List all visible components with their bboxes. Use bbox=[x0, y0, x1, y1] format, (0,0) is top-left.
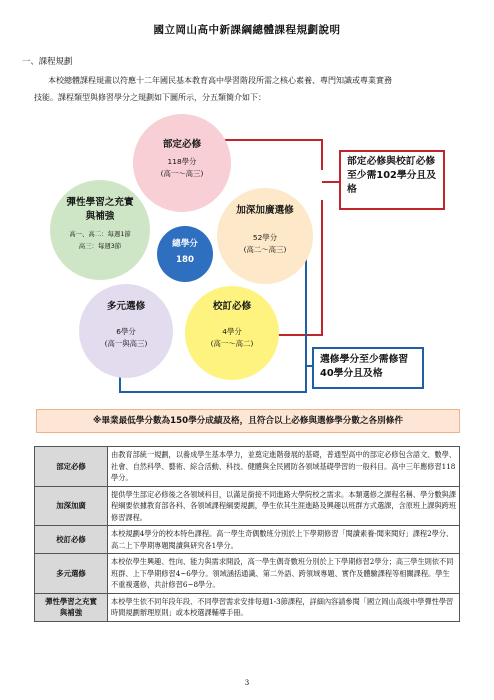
circle-required-credits: 118學分 bbox=[167, 157, 197, 166]
circle-flexible bbox=[50, 180, 150, 280]
circle-diverse-credits: 6學分 bbox=[116, 327, 136, 336]
table-row bbox=[35, 554, 460, 594]
circle-advanced-credits: 52學分 bbox=[252, 233, 278, 242]
circle-required-grades: (高一～高三) bbox=[160, 169, 204, 178]
table-row bbox=[35, 486, 460, 526]
page-number: 3 bbox=[244, 679, 250, 687]
row-head: 加深加廣 bbox=[35, 486, 108, 526]
table-row bbox=[35, 593, 460, 621]
circle-flexible-line1: 高一、高二：每週1節 bbox=[69, 230, 131, 238]
row-head: 部定必修 bbox=[35, 447, 108, 487]
intro-line: 技能。課程類型與修習學分之規劃如下圖所示，分五類簡介如下： bbox=[34, 93, 266, 102]
row-text: 本校依學生興趣、性向、能力與需求開設，高一學生偶奇數班分別於上下學期修習2學分；高三學生則依不同班群、上下學期修習4~6學分。領域涵括通識、第二外語、跨領域專題、實作及體驗課程等相關課程。學生不重複選修，共計修習6~8學分。 bbox=[108, 554, 460, 594]
circle-flexible-line2: 高三：每週3節 bbox=[78, 242, 122, 250]
course-table bbox=[34, 446, 460, 622]
total-label: 總學分 bbox=[172, 239, 198, 249]
circle-advanced bbox=[217, 188, 313, 284]
circle-school-required-grades: (高一～高二) bbox=[210, 339, 254, 348]
row-text: 本校學生依不同年段年段、不同學習需求安排每週1-3節課程，詳細內容請參閱「國立岡山高級中學彈性學習時間規劃辦理原則」或本校選課輔導手冊。 bbox=[108, 593, 460, 621]
intro-line: 本校總體課程規畫以符應十二年國民基本教育高中學習階段所需之核心素養、專門知識或專業實務 bbox=[48, 76, 392, 85]
graduation-summary: ※畢業最低學分數為150學分成績及格，且符合以上必修與選修學分數之各別條件 bbox=[36, 409, 460, 433]
total-value: 180 bbox=[176, 255, 194, 265]
document-title: 國立岡山高中新課綱總體課程規劃說明 bbox=[153, 24, 341, 36]
circle-required-title: 部定必修 bbox=[162, 139, 202, 150]
row-text: 本校規劃4學分的校本特色課程。高一學生奇偶數班分別於上下學期修習「閱讀素養-聞來閱好」課程2學分、高二上下學期專題閱讀與研究各1學分。 bbox=[108, 526, 460, 554]
circle-diverse-title: 多元選修 bbox=[106, 301, 146, 312]
row-text: 由教育部統一規劃，以養成學生基本學力，並奠定進階發展的基礎，普通型高中的部定必修包含語文、數學、社會、自然科學、藝術、綜合活動、科技、健體與全民國防各領域基礎學習的一般科目。高中三年應修習118學分。 bbox=[108, 447, 460, 487]
row-head: 彈性學習之充實與補強 bbox=[35, 593, 108, 621]
circle-diverse-grades: (高一與高三) bbox=[104, 339, 148, 348]
circle-advanced-title: 加深加廣選修 bbox=[236, 205, 294, 216]
circle-total bbox=[157, 226, 213, 282]
table-row bbox=[35, 447, 460, 487]
circle-school-required bbox=[185, 286, 279, 380]
section-heading: 一、課程規劃 bbox=[22, 56, 73, 66]
row-text: 提供學生部定必修後之各領域科目，以滿足銜接不同進路大學院校之需求。本類選修之課程名稱、學分數與課程綱要依據教育部各科、各領域課程綱要規劃，學生依其生涯進路及興趣以班群方式選課，含原班上課與跨班修習課程。 bbox=[108, 486, 460, 526]
callout-elective-minimum: 選修學分至少需修習40學分且及格 bbox=[312, 347, 424, 389]
circle-school-required-title: 校訂必修 bbox=[212, 301, 252, 312]
circle-diverse bbox=[79, 284, 173, 378]
row-head: 校訂必修 bbox=[35, 526, 108, 554]
circle-school-required-credits: 4學分 bbox=[222, 327, 242, 336]
row-head: 多元選修 bbox=[35, 554, 108, 594]
callout-required-minimum: 部定必修與校訂必修至少需102學分且及格 bbox=[339, 150, 445, 210]
table-row bbox=[35, 526, 460, 554]
circle-advanced-grades: (高二～高三) bbox=[243, 245, 287, 254]
circle-flexible-title: 彈性學習之充實與補強 bbox=[66, 197, 134, 222]
